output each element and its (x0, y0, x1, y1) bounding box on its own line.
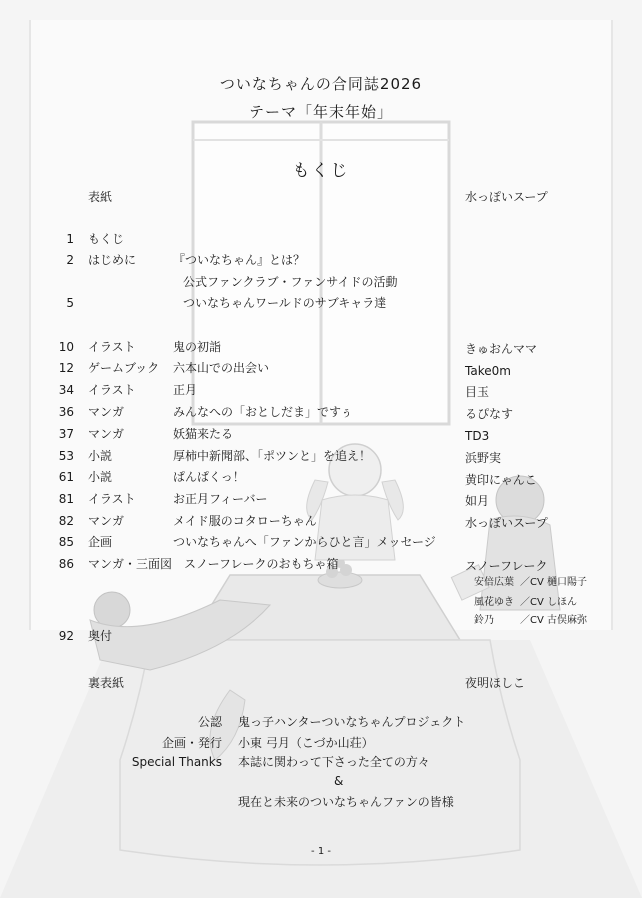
cast-cv: ／CV 古俣麻弥 (520, 615, 588, 626)
entry-category: マンガ (88, 427, 125, 441)
credit-value: 現在と未来のついなちゃんファンの皆様 (238, 795, 454, 809)
entry-category: もくじ (88, 232, 125, 246)
entry-category: マンガ (88, 514, 125, 528)
cast-name: 風花ゆき (474, 597, 514, 608)
entry-category: イラスト (88, 383, 136, 397)
entry-author: 黄印にゃんこ (465, 473, 537, 487)
entry-page: 37 (58, 427, 74, 441)
entry-title: お正月フィーバー (173, 492, 268, 506)
entry-category: 企画 (88, 535, 113, 549)
entry-category: 小説 (88, 449, 113, 463)
entry-category: イラスト (88, 492, 136, 506)
entry-page: 61 (58, 470, 74, 484)
page-number: - 1 - (311, 846, 331, 857)
entry-category: マンガ・三面図 (88, 557, 173, 571)
book-title: ついなちゃんの合同誌2026 (219, 75, 423, 93)
entry-title: 鬼の初詣 (173, 340, 222, 354)
entry-page: 12 (58, 361, 74, 375)
entry-title: ぱんぱくっ！ (173, 470, 245, 484)
cast-cv: ／CV しほん (520, 597, 578, 608)
credit-value: 小東 弓月（こづか山荘） (238, 736, 374, 750)
toc-heading: もくじ (292, 161, 350, 181)
entry-page: 86 (58, 557, 74, 571)
entry-title: 妖猫来たる (173, 427, 234, 441)
entry-page: 10 (58, 340, 74, 354)
entry-author: るぴなす (465, 407, 514, 421)
entry-author: 如月 (465, 494, 490, 508)
entry-title: 六本山での出会い (173, 361, 270, 375)
cover-label: 表紙 (88, 190, 113, 204)
entry-title: スノーフレークのおもちゃ箱 (184, 557, 339, 571)
credit-label: 企画・発行 (161, 736, 222, 750)
credit-label: 公認 (197, 715, 222, 729)
cast-cv: ／CV 樋口陽子 (520, 577, 588, 588)
entry-author: 浜野実 (465, 451, 502, 465)
entry-title: 『ついなちゃん』とは？ (173, 253, 306, 267)
cast-name: 鈴乃 (474, 615, 494, 626)
entry-page: 2 (66, 253, 74, 267)
credit-value: 本誌に関わって下さった全ての方々 (238, 755, 430, 769)
entry-category: 小説 (88, 470, 113, 484)
entry-title: メイド服のコタローちゃん (173, 514, 317, 528)
credit-label: Special Thanks (131, 755, 222, 769)
book-theme: テーマ「年末年始」 (248, 103, 393, 121)
entry-title: ついなちゃんへ「ファンからひと言」メッセージ (173, 535, 436, 549)
entry-author: スノーフレーク (465, 559, 548, 573)
entry-page: 5 (66, 296, 74, 310)
entry-page: 36 (58, 405, 74, 419)
entry-page: 82 (58, 514, 74, 528)
colophon-label: 奥付 (88, 629, 113, 643)
cast-name: 安倍広葉 (474, 577, 514, 588)
entry-title: 厚柿中新聞部、「ポツンと」を追え！ (173, 449, 372, 463)
entry-page: 1 (66, 232, 74, 246)
entry-page: 81 (58, 492, 74, 506)
cover-author: 水っぽいスープ (465, 190, 548, 204)
credit-value: & (334, 774, 344, 788)
entry-author: きゅおんママ (465, 342, 538, 356)
credit-value: 鬼っ子ハンターついなちゃんプロジェクト (238, 715, 466, 729)
entry-page: 85 (58, 535, 74, 549)
entry-author: 水っぽいスープ (465, 516, 548, 530)
entry-author: Take0m (465, 364, 511, 378)
entry-title: ついなちゃんワールドのサブキャラ達 (183, 296, 387, 310)
entry-author: TD3 (465, 429, 490, 443)
back-cover-author: 夜明ほしこ (465, 676, 526, 690)
entry-author: 目玉 (465, 385, 490, 399)
entry-category: ゲームブック (88, 361, 160, 375)
entry-category: イラスト (88, 340, 136, 354)
entry-category: はじめに (88, 253, 137, 267)
entry-category: マンガ (88, 405, 125, 419)
entry-title: 公式ファンクラブ・ファンサイドの活動 (183, 275, 398, 289)
entry-title: 正月 (173, 383, 198, 397)
colophon-page: 92 (58, 629, 74, 643)
entry-title: みんなへの「おとしだま」ですぅ (173, 405, 353, 419)
back-cover-label: 裏表紙 (88, 676, 125, 690)
entry-page: 53 (58, 449, 74, 463)
entry-page: 34 (58, 383, 74, 397)
